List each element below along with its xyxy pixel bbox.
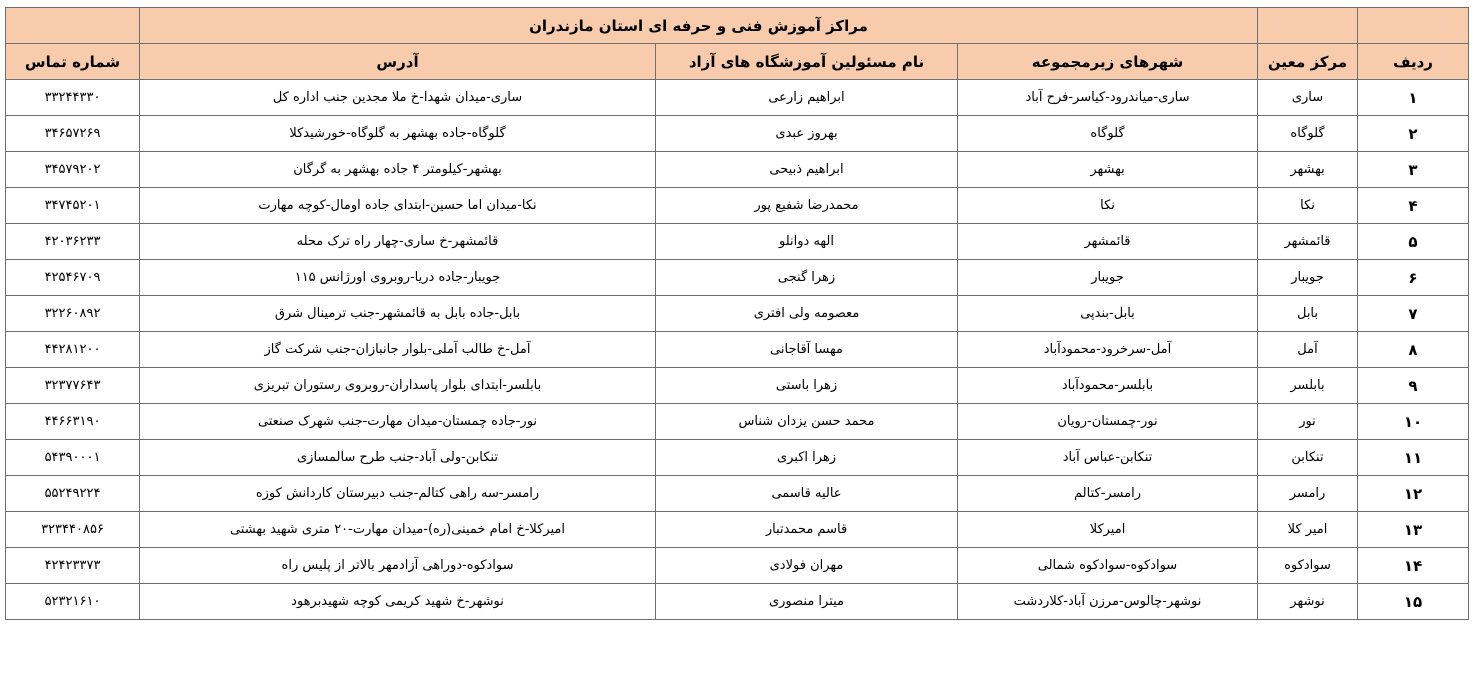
row-number-cell[interactable]: ۴ [1358,188,1469,224]
cities-cell[interactable]: سوادکوه-سوادکوه شمالی [958,548,1258,584]
manager-cell[interactable]: مهسا آقاجانی [656,332,958,368]
table-row [6,476,1469,512]
header-center[interactable]: مرکز معین [1258,44,1358,80]
phone-cell[interactable]: ۳۲۳۴۴۰۸۵۶ [6,512,140,548]
row-number-cell[interactable]: ۱۰ [1358,404,1469,440]
table-row [6,368,1469,404]
table-row [6,188,1469,224]
row-number-cell[interactable]: ۱ [1358,80,1469,116]
header-phone[interactable]: شماره تماس [6,44,140,80]
cities-cell[interactable]: رامسر-کتالم [958,476,1258,512]
row-number-cell[interactable]: ۵ [1358,224,1469,260]
table-row [6,440,1469,476]
address-cell[interactable]: تنکابن-ولی آباد-جنب طرح سالمسازی [140,440,656,476]
cities-cell[interactable]: ساری-میاندرود-کیاسر-فرح آباد [958,80,1258,116]
header-cities[interactable]: شهرهای زیرمجموعه [958,44,1258,80]
header-row-number[interactable]: ردیف [1358,44,1469,80]
table-title[interactable]: مراکز آموزش فنی و حرفه ای استان مازندران [140,8,1258,44]
header-address[interactable]: آدرس [140,44,656,80]
cities-cell[interactable]: نور-چمستان-رویان [958,404,1258,440]
row-number-cell[interactable]: ۱۳ [1358,512,1469,548]
center-cell[interactable]: امیر کلا [1258,512,1358,548]
table-body [6,80,1469,620]
manager-cell[interactable]: عالیه قاسمی [656,476,958,512]
manager-cell[interactable]: ابراهیم ذبیحی [656,152,958,188]
address-cell[interactable]: جویبار-جاده دریا-روبروی اورژانس ۱۱۵ [140,260,656,296]
manager-cell[interactable]: معصومه ولی افتری [656,296,958,332]
center-cell[interactable]: تنکابن [1258,440,1358,476]
center-cell[interactable]: رامسر [1258,476,1358,512]
cities-cell[interactable]: آمل-سرخرود-محمودآباد [958,332,1258,368]
spreadsheet-area [5,7,1469,620]
address-cell[interactable]: بابل-جاده بابل به قائمشهر-جنب ترمینال شرق [140,296,656,332]
address-cell[interactable]: گلوگاه-جاده بهشهر به گلوگاه-خورشیدکلا [140,116,656,152]
phone-cell[interactable]: ۳۴۷۴۵۲۰۱ [6,188,140,224]
cities-cell[interactable]: بابل-بندپی [958,296,1258,332]
center-cell[interactable]: جویبار [1258,260,1358,296]
manager-cell[interactable]: مهران فولادی [656,548,958,584]
center-cell[interactable]: قائمشهر [1258,224,1358,260]
table-row [6,584,1469,620]
row-number-cell[interactable]: ۲ [1358,116,1469,152]
phone-cell[interactable]: ۴۴۲۸۱۲۰۰ [6,332,140,368]
cities-cell[interactable]: قائمشهر [958,224,1258,260]
manager-cell[interactable]: الهه دوانلو [656,224,958,260]
empty-cell[interactable] [6,8,140,44]
row-number-cell[interactable]: ۱۱ [1358,440,1469,476]
center-cell[interactable]: سوادکوه [1258,548,1358,584]
table-row [6,404,1469,440]
cities-cell[interactable]: نکا [958,188,1258,224]
table-row [6,260,1469,296]
address-cell[interactable]: بهشهر-کیلومتر ۴ جاده بهشهر به گرگان [140,152,656,188]
table-row [6,548,1469,584]
center-cell[interactable]: آمل [1258,332,1358,368]
phone-cell[interactable]: ۴۲۵۴۶۷۰۹ [6,260,140,296]
row-number-cell[interactable]: ۷ [1358,296,1469,332]
manager-cell[interactable]: زهرا گنجی [656,260,958,296]
manager-cell[interactable]: زهرا اکبری [656,440,958,476]
center-cell[interactable]: نور [1258,404,1358,440]
cities-cell[interactable]: بابلسر-محمودآباد [958,368,1258,404]
phone-cell[interactable]: ۴۲۴۲۳۳۷۳ [6,548,140,584]
header-manager[interactable]: نام مسئولین آموزشگاه های آزاد [656,44,958,80]
phone-cell[interactable]: ۴۲۰۳۶۲۳۳ [6,224,140,260]
empty-cell[interactable] [1258,8,1358,44]
phone-cell[interactable]: ۳۲۳۷۷۶۴۳ [6,368,140,404]
center-cell[interactable]: ساری [1258,80,1358,116]
address-cell[interactable]: نور-جاده چمستان-میدان مهارت-جنب شهرک صنعتی [140,404,656,440]
table-row [6,224,1469,260]
cities-cell[interactable]: بهشهر [958,152,1258,188]
manager-cell[interactable]: میترا منصوری [656,584,958,620]
phone-cell[interactable]: ۳۲۲۶۰۸۹۲ [6,296,140,332]
phone-cell[interactable]: ۳۴۶۵۷۲۶۹ [6,116,140,152]
header-row [6,44,1469,80]
manager-cell[interactable]: محمد حسن یزدان شناس [656,404,958,440]
manager-cell[interactable]: قاسم محمدتبار [656,512,958,548]
address-cell[interactable]: بابلسر-ابتدای بلوار پاسداران-روبروی رستوران تبریزی [140,368,656,404]
row-number-cell[interactable]: ۱۲ [1358,476,1469,512]
phone-cell[interactable]: ۵۵۲۴۹۲۲۴ [6,476,140,512]
empty-cell[interactable] [1358,8,1469,44]
address-cell[interactable]: امیرکلا-خ امام خمینی(ره)-میدان مهارت-۲۰ متری شهید بهشتی [140,512,656,548]
table-row [6,332,1469,368]
address-cell[interactable]: نکا-میدان اما حسین-ابتدای جاده اومال-کوچه مهارت [140,188,656,224]
row-number-cell[interactable]: ۳ [1358,152,1469,188]
manager-cell[interactable]: ابراهیم زارعی [656,80,958,116]
address-cell[interactable]: قائمشهر-خ ساری-چهار راه ترک محله [140,224,656,260]
cities-cell[interactable]: تنکابن-عباس آباد [958,440,1258,476]
manager-cell[interactable]: بهروز عبدی [656,116,958,152]
table-row [6,296,1469,332]
table-row [6,152,1469,188]
address-cell[interactable]: سوادکوه-دوراهی آزادمهر بالاتر از پلیس راه [140,548,656,584]
table-row [6,80,1469,116]
row-number-cell[interactable]: ۹ [1358,368,1469,404]
phone-cell[interactable]: ۵۲۳۲۱۶۱۰ [6,584,140,620]
cities-cell[interactable]: نوشهر-چالوس-مرزن آباد-کلاردشت [958,584,1258,620]
center-cell[interactable]: بابل [1258,296,1358,332]
centers-table [5,7,1469,620]
center-cell[interactable]: نوشهر [1258,584,1358,620]
cities-cell[interactable]: جویبار [958,260,1258,296]
phone-cell[interactable]: ۴۴۶۶۳۱۹۰ [6,404,140,440]
row-number-cell[interactable]: ۱۵ [1358,584,1469,620]
row-number-cell[interactable]: ۸ [1358,332,1469,368]
address-cell[interactable]: ساری-میدان شهدا-خ ملا مجدین جنب اداره کل [140,80,656,116]
cities-cell[interactable]: گلوگاه [958,116,1258,152]
manager-cell[interactable]: زهرا باستی [656,368,958,404]
row-number-cell[interactable]: ۱۴ [1358,548,1469,584]
center-cell[interactable]: بابلسر [1258,368,1358,404]
row-number-cell[interactable]: ۶ [1358,260,1469,296]
table-row [6,512,1469,548]
address-cell[interactable]: نوشهر-خ شهید کریمی کوچه شهیدبرهود [140,584,656,620]
phone-cell[interactable]: ۳۴۵۷۹۲۰۲ [6,152,140,188]
table-row [6,116,1469,152]
cities-cell[interactable]: امیرکلا [958,512,1258,548]
phone-cell[interactable]: ۵۴۳۹۰۰۰۱ [6,440,140,476]
address-cell[interactable]: رامسر-سه راهی کتالم-جنب دبیرستان کاردانش کوزه [140,476,656,512]
address-cell[interactable]: آمل-خ طالب آملی-بلوار جانبازان-جنب شرکت گاز [140,332,656,368]
manager-cell[interactable]: محمدرضا شفیع پور [656,188,958,224]
center-cell[interactable]: نکا [1258,188,1358,224]
center-cell[interactable]: بهشهر [1258,152,1358,188]
title-row [6,8,1469,44]
center-cell[interactable]: گلوگاه [1258,116,1358,152]
phone-cell[interactable]: ۳۳۲۴۴۳۳۰ [6,80,140,116]
